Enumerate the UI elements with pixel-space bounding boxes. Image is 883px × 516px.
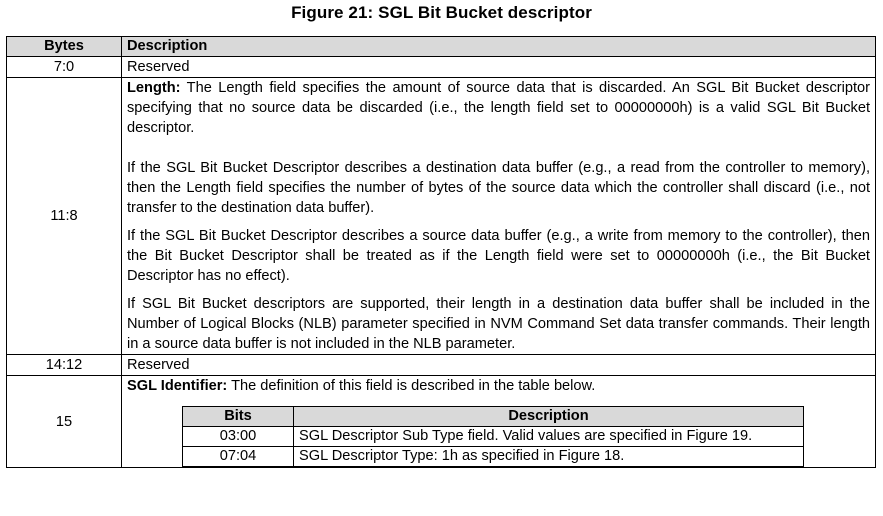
sgl-identifier-label: SGL Identifier: (127, 378, 228, 394)
bytes-column-header: Bytes (7, 37, 122, 57)
source-buffer-paragraph: If the SGL Bit Bucket Descriptor describes a source data buffer (e.g., a write from memory to the controller), then the Bit Bucket Descriptor shall be treated as if the Length field were set to 00000000h (i.e., the Bit Bucket Descriptor has no effect). (127, 228, 870, 284)
figure-title: Figure 21: SGL Bit Bucket descriptor (291, 3, 592, 22)
subtable-row (183, 427, 804, 447)
description-cell (122, 78, 876, 355)
subtable-header-row (183, 407, 804, 427)
bytes-cell: 15 (7, 376, 122, 468)
sgl-identifier-subtable (182, 406, 804, 467)
sgl-identifier-text: The definition of this field is described in the table below. (227, 378, 596, 394)
length-paragraph-text: The Length field specifies the amount of source data that is discarded. An SGL Bit Bucket descriptor specifying that no source data be discarded (i.e., the length field set to 00000000h) is a valid SGL Bit Bucket descriptor. (127, 80, 870, 136)
table-header-row (7, 37, 876, 57)
subtable-description-cell: SGL Descriptor Type: 1h as specified in Figure 18. (294, 447, 804, 467)
bytes-cell: 14:12 (7, 355, 122, 376)
destination-buffer-paragraph: If the SGL Bit Bucket Descriptor describes a destination data buffer (e.g., a read from the controller to memory), then the Length field specifies the number of bytes of the source data which the controller shall discard (i.e., not transfer to the destination data buffer). (127, 160, 870, 216)
bytes-cell: 11:8 (7, 78, 122, 355)
description-cell (122, 376, 876, 468)
bits-cell: 07:04 (183, 447, 294, 467)
length-field-label: Length: (127, 80, 181, 96)
table-row (7, 355, 876, 376)
bits-column-header: Bits (183, 407, 294, 427)
nlb-paragraph: If SGL Bit Bucket descriptors are supported, their length in a destination data buffer shall be included in the Number of Logical Blocks (NLB) parameter specified in NVM Command Set data transfer commands. Their length in a source data buffer is not included in the NLB parameter. (127, 296, 870, 352)
bits-cell: 03:00 (183, 427, 294, 447)
subtable-description-column-header: Description (294, 407, 804, 427)
description-cell: Reserved (122, 57, 876, 78)
description-column-header: Description (122, 37, 876, 57)
subtable-description-cell: SGL Descriptor Sub Type field. Valid values are specified in Figure 19. (294, 427, 804, 447)
subtable-row (183, 447, 804, 467)
table-row (7, 78, 876, 355)
length-paragraph (127, 78, 870, 138)
description-cell: Reserved (122, 355, 876, 376)
descriptor-table (6, 36, 876, 468)
table-row (7, 57, 876, 78)
bytes-cell: 7:0 (7, 57, 122, 78)
table-row (7, 376, 876, 468)
sgl-identifier-paragraph (127, 376, 870, 396)
